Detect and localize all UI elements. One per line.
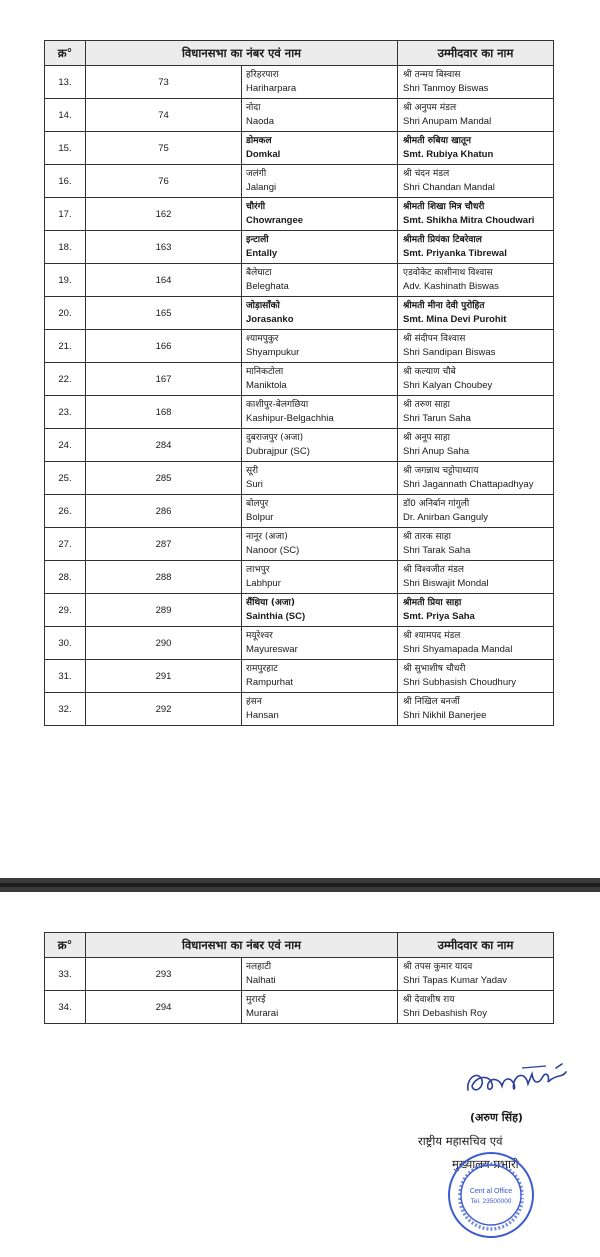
constituency-name-hindi: हंसन <box>246 697 262 707</box>
serial-number: 13. <box>45 66 86 99</box>
constituency-name <box>242 99 398 132</box>
constituency-number: 284 <box>86 429 242 462</box>
candidate-name <box>398 264 554 297</box>
candidate-name-english: Shri Biswajit Mondal <box>403 578 489 589</box>
constituency-name <box>242 429 398 462</box>
page-separator <box>0 878 600 892</box>
candidate-name-hindi: श्रीमती प्रिया साहा <box>403 598 462 608</box>
header-serial: क्र° <box>45 41 86 66</box>
stamp-text-line2: Tel. 23500000 <box>470 1198 512 1205</box>
constituency-number: 162 <box>86 198 242 231</box>
candidate-name-english: Shri Shyamapada Mandal <box>403 644 513 655</box>
constituency-name-hindi: नलहाटी <box>246 962 272 972</box>
constituency-name-english: Jalangi <box>246 182 277 193</box>
candidate-name <box>398 132 554 165</box>
serial-number: 29. <box>45 594 86 627</box>
constituency-name <box>242 495 398 528</box>
constituency-name-hindi: मयूरेश्वर <box>246 631 273 641</box>
candidate-name <box>398 561 554 594</box>
candidate-name-hindi: श्री सुभाशीष चौधरी <box>403 664 466 674</box>
serial-number: 23. <box>45 396 86 429</box>
table-body-2 <box>45 958 554 1024</box>
candidate-name-hindi: श्री जगन्नाथ चट्टोपाध्याय <box>403 466 479 476</box>
constituency-name <box>242 958 398 991</box>
constituency-name-english: Murarai <box>246 1008 279 1019</box>
table-row <box>45 363 554 396</box>
constituency-name <box>242 264 398 297</box>
candidate-name <box>398 297 554 330</box>
document-page-2 <box>0 892 600 1257</box>
candidate-name-hindi: श्रीमती मीना देवी पुरोहित <box>403 301 485 311</box>
candidate-name-english: Smt. Priya Saha <box>403 611 475 622</box>
constituency-name-hindi: काशीपुर-बेलगछिया <box>246 400 309 410</box>
candidate-name-hindi: श्री विश्वजीत मंडल <box>403 565 465 575</box>
candidate-name <box>398 462 554 495</box>
serial-number: 28. <box>45 561 86 594</box>
serial-number: 34. <box>45 991 86 1024</box>
candidate-name <box>398 330 554 363</box>
table-row <box>45 429 554 462</box>
constituency-name-english: Entally <box>246 248 278 259</box>
table-row <box>45 495 554 528</box>
candidate-name-hindi: श्रीमती प्रियंका टिबरेवाल <box>403 235 482 245</box>
candidate-name <box>398 991 554 1024</box>
candidate-name-english: Smt. Priyanka Tibrewal <box>403 248 507 259</box>
constituency-number: 166 <box>86 330 242 363</box>
candidate-name <box>398 198 554 231</box>
table-row <box>45 99 554 132</box>
serial-number: 19. <box>45 264 86 297</box>
constituency-number: 292 <box>86 693 242 726</box>
constituency-number: 74 <box>86 99 242 132</box>
table-row <box>45 231 554 264</box>
candidate-name <box>398 165 554 198</box>
candidate-name-english: Shri Anup Saha <box>403 446 470 457</box>
constituency-name <box>242 165 398 198</box>
constituency-number: 289 <box>86 594 242 627</box>
signatory-name: (अरुण सिंह) <box>470 1111 523 1124</box>
constituency-name <box>242 627 398 660</box>
table-row <box>45 958 554 991</box>
constituency-name-hindi: बोलपुर <box>246 499 269 509</box>
constituency-number: 164 <box>86 264 242 297</box>
constituency-name-hindi: सूरी <box>246 466 259 476</box>
candidate-name <box>398 99 554 132</box>
constituency-name <box>242 693 398 726</box>
constituency-name <box>242 396 398 429</box>
candidate-name-hindi: एडवोकेट काशीनाथ विश्वास <box>403 268 493 278</box>
constituency-name-english: Labhpur <box>246 578 281 589</box>
constituency-name-english: Bolpur <box>246 512 274 523</box>
header-serial: क्र° <box>45 933 86 958</box>
constituency-number: 285 <box>86 462 242 495</box>
constituency-name-english: Domkal <box>246 149 281 160</box>
constituency-name-english: Jorasanko <box>246 314 294 325</box>
constituency-number: 294 <box>86 991 242 1024</box>
constituency-name-hindi: जलंगी <box>246 169 267 179</box>
constituency-number: 293 <box>86 958 242 991</box>
table-row <box>45 66 554 99</box>
constituency-name <box>242 561 398 594</box>
serial-number: 33. <box>45 958 86 991</box>
constituency-name <box>242 528 398 561</box>
constituency-name-hindi: हरिहरपारा <box>246 70 279 80</box>
candidate-name-hindi: श्री श्यामपद मंडल <box>403 631 461 641</box>
serial-number: 17. <box>45 198 86 231</box>
header-candidate: उम्मीदवार का नाम <box>398 41 554 66</box>
constituency-name <box>242 198 398 231</box>
candidate-name <box>398 231 554 264</box>
candidate-name-hindi: श्री तपस कुमार यादव <box>403 962 473 972</box>
table-row <box>45 297 554 330</box>
constituency-name-hindi: डोमकल <box>246 136 272 146</box>
candidate-name-hindi: श्री संदीपन विश्वास <box>403 334 466 344</box>
candidate-name-english: Shri Tarun Saha <box>403 413 471 424</box>
table-row <box>45 165 554 198</box>
serial-number: 24. <box>45 429 86 462</box>
candidate-name-english: Shri Kalyan Choubey <box>403 380 493 391</box>
candidate-name-hindi: श्री अनुपम मंडल <box>403 103 457 113</box>
candidate-name <box>398 528 554 561</box>
constituency-name-english: Beleghata <box>246 281 289 292</box>
candidate-name <box>398 429 554 462</box>
serial-number: 25. <box>45 462 86 495</box>
stamp-text-line1: Cent al Office <box>469 1188 513 1195</box>
constituency-name-english: Hariharpara <box>246 83 297 94</box>
constituency-name-english: Naoda <box>246 116 274 127</box>
constituency-name-hindi: रामपुरहाट <box>246 664 278 674</box>
candidate-name-english: Dr. Anirban Ganguly <box>403 512 489 523</box>
serial-number: 15. <box>45 132 86 165</box>
constituency-number: 167 <box>86 363 242 396</box>
signatory-title-line2: मुख्यालय प्रभारी <box>452 1157 519 1171</box>
table-row <box>45 561 554 594</box>
serial-number: 26. <box>45 495 86 528</box>
table-row <box>45 693 554 726</box>
constituency-number: 73 <box>86 66 242 99</box>
constituency-name <box>242 132 398 165</box>
candidate-name-english: Smt. Rubiya Khatun <box>403 149 494 160</box>
table-row <box>45 264 554 297</box>
constituency-name-english: Nalhati <box>246 975 276 986</box>
candidate-name-english: Shri Nikhil Banerjee <box>403 710 487 721</box>
candidate-name-hindi: श्री कल्याण चौबे <box>403 367 456 377</box>
candidate-name <box>398 693 554 726</box>
candidate-name <box>398 958 554 991</box>
candidate-name <box>398 363 554 396</box>
candidate-name <box>398 594 554 627</box>
candidate-name-english: Shri Tanmoy Biswas <box>403 83 489 94</box>
table-body-1 <box>45 66 554 726</box>
constituency-name-english: Suri <box>246 479 263 490</box>
constituency-name-english: Rampurhat <box>246 677 293 688</box>
candidate-name-hindi: श्रीमती शिखा मित्र चौधरी <box>403 202 485 212</box>
constituency-name-hindi: चौरंगी <box>246 202 266 212</box>
signature-image <box>462 1060 582 1106</box>
constituency-name-english: Shyampukur <box>246 347 300 358</box>
candidate-name-hindi: श्री तारक साहा <box>403 532 452 542</box>
constituency-name-english: Hansan <box>246 710 279 721</box>
serial-number: 32. <box>45 693 86 726</box>
constituency-name-hindi: नोदा <box>246 103 261 113</box>
table-row <box>45 132 554 165</box>
table-row <box>45 462 554 495</box>
constituency-name-hindi: लाभपुर <box>246 565 270 575</box>
constituency-name <box>242 660 398 693</box>
constituency-name <box>242 66 398 99</box>
table-row <box>45 528 554 561</box>
constituency-number: 291 <box>86 660 242 693</box>
constituency-number: 76 <box>86 165 242 198</box>
candidate-name-english: Shri Sandipan Biswas <box>403 347 496 358</box>
candidate-name-hindi: श्री निखिल बनर्जी <box>403 697 460 707</box>
constituency-name <box>242 991 398 1024</box>
serial-number: 16. <box>45 165 86 198</box>
constituency-name-hindi: सैंथिया (अजा) <box>246 598 295 608</box>
signatory-title-line1: राष्ट्रीय महासचिव एवं <box>418 1134 503 1148</box>
serial-number: 20. <box>45 297 86 330</box>
constituency-name-hindi: दुबराजपुर (अजा) <box>246 433 304 443</box>
table-row <box>45 627 554 660</box>
candidate-name-hindi: श्री अनूप साहा <box>403 433 450 443</box>
candidate-name-english: Shri Tarak Saha <box>403 545 471 556</box>
constituency-name-english: Dubrajpur (SC) <box>246 446 310 457</box>
candidate-name-english: Shri Jagannath Chattapadhyay <box>403 479 534 490</box>
candidate-name <box>398 495 554 528</box>
table-row <box>45 991 554 1024</box>
table-header-row <box>45 933 554 958</box>
header-constituency: विधानसभा का नंबर एवं नाम <box>86 933 398 958</box>
candidate-name-hindi: श्रीमती रुबिया खातून <box>403 136 472 146</box>
constituency-name-hindi: मानिकटोला <box>246 367 284 377</box>
constituency-name-english: Chowrangee <box>246 215 304 226</box>
constituency-name <box>242 594 398 627</box>
constituency-number: 163 <box>86 231 242 264</box>
candidate-table-2 <box>44 932 554 1024</box>
table-row <box>45 660 554 693</box>
constituency-name <box>242 231 398 264</box>
table-header-row <box>45 41 554 66</box>
candidate-name-hindi: श्री चंदन मंडल <box>403 169 450 179</box>
constituency-name-english: Nanoor (SC) <box>246 545 300 556</box>
constituency-name-hindi: नानूर (अजा) <box>246 532 288 542</box>
candidate-name-english: Shri Tapas Kumar Yadav <box>403 975 508 986</box>
candidate-name-english: Adv. Kashinath Biswas <box>403 281 499 292</box>
candidate-name-english: Shri Chandan Mandal <box>403 182 495 193</box>
candidate-name-hindi: श्री तरुण साहा <box>403 400 450 410</box>
candidate-name-english: Smt. Shikha Mitra Choudwari <box>403 215 535 226</box>
serial-number: 14. <box>45 99 86 132</box>
constituency-name-hindi: मुरारई <box>246 995 266 1005</box>
serial-number: 21. <box>45 330 86 363</box>
constituency-number: 286 <box>86 495 242 528</box>
candidate-name-hindi: श्री देवाशीष राय <box>403 995 455 1005</box>
candidate-name-english: Shri Subhasish Choudhury <box>403 677 517 688</box>
constituency-name <box>242 297 398 330</box>
constituency-name-english: Maniktola <box>246 380 287 391</box>
constituency-name-hindi: जोड़ासाँको <box>246 301 280 311</box>
constituency-number: 75 <box>86 132 242 165</box>
table-row <box>45 330 554 363</box>
candidate-name-hindi: श्री तन्मय बिस्वास <box>403 70 461 80</box>
candidate-table-1 <box>44 40 554 726</box>
table-row <box>45 396 554 429</box>
header-constituency: विधानसभा का नंबर एवं नाम <box>86 41 398 66</box>
candidate-name-english: Shri Anupam Mandal <box>403 116 492 127</box>
header-candidate: उम्मीदवार का नाम <box>398 933 554 958</box>
candidate-name-hindi: डॉ0 अनिर्बान गांगुली <box>403 499 470 509</box>
candidate-name <box>398 660 554 693</box>
constituency-name-english: Sainthia (SC) <box>246 611 306 622</box>
constituency-number: 165 <box>86 297 242 330</box>
constituency-name <box>242 462 398 495</box>
constituency-name-hindi: श्यामपुकुर <box>246 334 279 344</box>
constituency-name <box>242 363 398 396</box>
constituency-number: 287 <box>86 528 242 561</box>
candidate-name-english: Shri Debashish Roy <box>403 1008 487 1019</box>
candidate-name <box>398 396 554 429</box>
constituency-name <box>242 330 398 363</box>
serial-number: 27. <box>45 528 86 561</box>
constituency-name-hindi: इन्टाली <box>246 235 269 245</box>
constituency-number: 290 <box>86 627 242 660</box>
constituency-name-hindi: बैलेघाटा <box>246 268 272 278</box>
constituency-name-english: Kashipur-Belgachhia <box>246 413 334 424</box>
table-row <box>45 594 554 627</box>
constituency-name-english: Mayureswar <box>246 644 298 655</box>
serial-number: 22. <box>45 363 86 396</box>
candidate-name-english: Smt. Mina Devi Purohit <box>403 314 507 325</box>
serial-number: 30. <box>45 627 86 660</box>
table-row <box>45 198 554 231</box>
candidate-name <box>398 66 554 99</box>
office-stamp <box>446 1150 536 1240</box>
candidate-name <box>398 627 554 660</box>
serial-number: 18. <box>45 231 86 264</box>
constituency-number: 288 <box>86 561 242 594</box>
constituency-number: 168 <box>86 396 242 429</box>
serial-number: 31. <box>45 660 86 693</box>
